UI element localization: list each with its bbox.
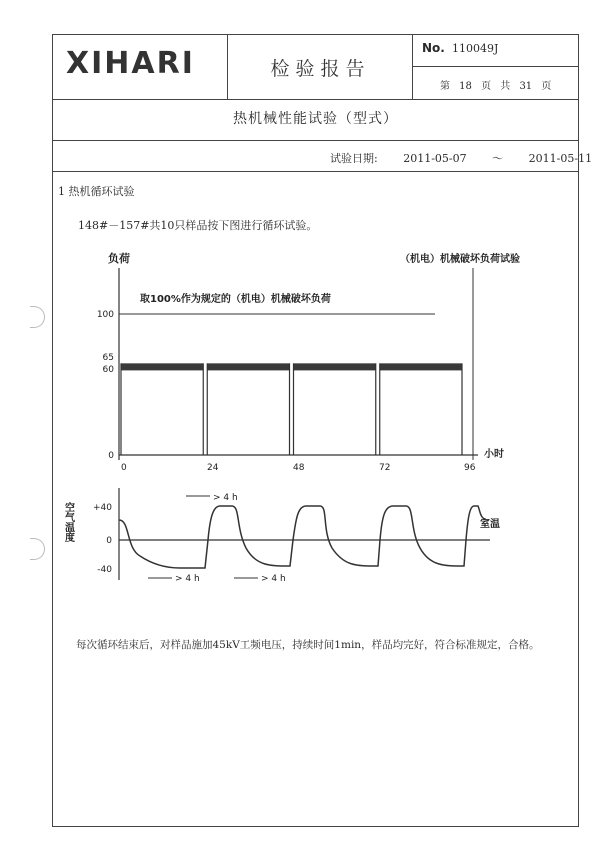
x-tick-24: 24 bbox=[207, 463, 219, 473]
load-axis-label: 负荷 bbox=[108, 252, 130, 265]
company-logo: XIHARI bbox=[66, 46, 195, 81]
x-tick-72: 72 bbox=[379, 463, 391, 473]
test-date-label: 试验日期: bbox=[330, 152, 378, 165]
load-tick-100: 100 bbox=[96, 310, 114, 320]
temperature-curve bbox=[119, 506, 488, 568]
x-tick-48: 48 bbox=[293, 463, 305, 473]
test-date bbox=[330, 150, 592, 166]
x-axis-label: 小时 bbox=[484, 449, 504, 460]
load-tick-60: 60 bbox=[102, 365, 114, 375]
intro-text: 148#－157#共10只样品按下图进行循环试验。 bbox=[78, 219, 318, 232]
punch-hole bbox=[30, 538, 45, 560]
temp-tick-0: 0 bbox=[106, 536, 112, 546]
test-date-start: 2011-05-07 bbox=[403, 152, 467, 165]
temp-tick-plus40: +40 bbox=[93, 503, 112, 513]
load-tick-65: 65 bbox=[102, 353, 114, 363]
report-number-label: No. bbox=[422, 41, 445, 55]
report-title: 检验报告 bbox=[270, 58, 371, 80]
x-tick-96: 96 bbox=[464, 463, 476, 473]
load-band-2 bbox=[294, 363, 376, 370]
load-bands bbox=[121, 363, 462, 455]
temperature-axis-label: 空气温度 bbox=[62, 502, 74, 542]
punch-hole bbox=[30, 306, 45, 328]
hold-label: > 4 h bbox=[213, 493, 238, 503]
load-band-0 bbox=[121, 363, 203, 370]
room-temperature-label: 室温 bbox=[480, 519, 500, 530]
test-title: 热机械性能试验（型式） bbox=[233, 111, 398, 127]
divider bbox=[52, 171, 579, 172]
divider bbox=[412, 66, 579, 67]
load-band-3 bbox=[380, 363, 462, 370]
chart-title: （机电）机械破坏负荷试验 bbox=[400, 254, 520, 265]
test-date-separator: ～ bbox=[492, 152, 504, 165]
temp-tick-minus40: -40 bbox=[97, 565, 112, 575]
hold-label: > 4 h bbox=[261, 574, 286, 584]
divider bbox=[52, 99, 579, 100]
report-number: 110049J bbox=[452, 42, 499, 55]
section-heading: 1 热机循环试验 bbox=[58, 185, 135, 198]
x-tick-0: 0 bbox=[121, 463, 127, 473]
page-indicator: 第 18 页 共 31 页 bbox=[440, 81, 552, 92]
load-band-1 bbox=[207, 363, 289, 370]
thermo-mechanical-cycle-chart bbox=[60, 248, 540, 588]
hold-label: > 4 h bbox=[175, 574, 200, 584]
divider bbox=[52, 140, 579, 141]
load-tick-0: 0 bbox=[108, 451, 114, 461]
reference-annotation: 取100%作为规定的（机电）机械破坏负荷 bbox=[140, 294, 331, 305]
test-date-end: 2011-05-11 bbox=[528, 152, 593, 165]
conclusion-text: 每次循环结束后，对样品施加45kV工频电压，持续时间1min，样品均完好，符合标准规定，合格。 bbox=[76, 639, 540, 651]
